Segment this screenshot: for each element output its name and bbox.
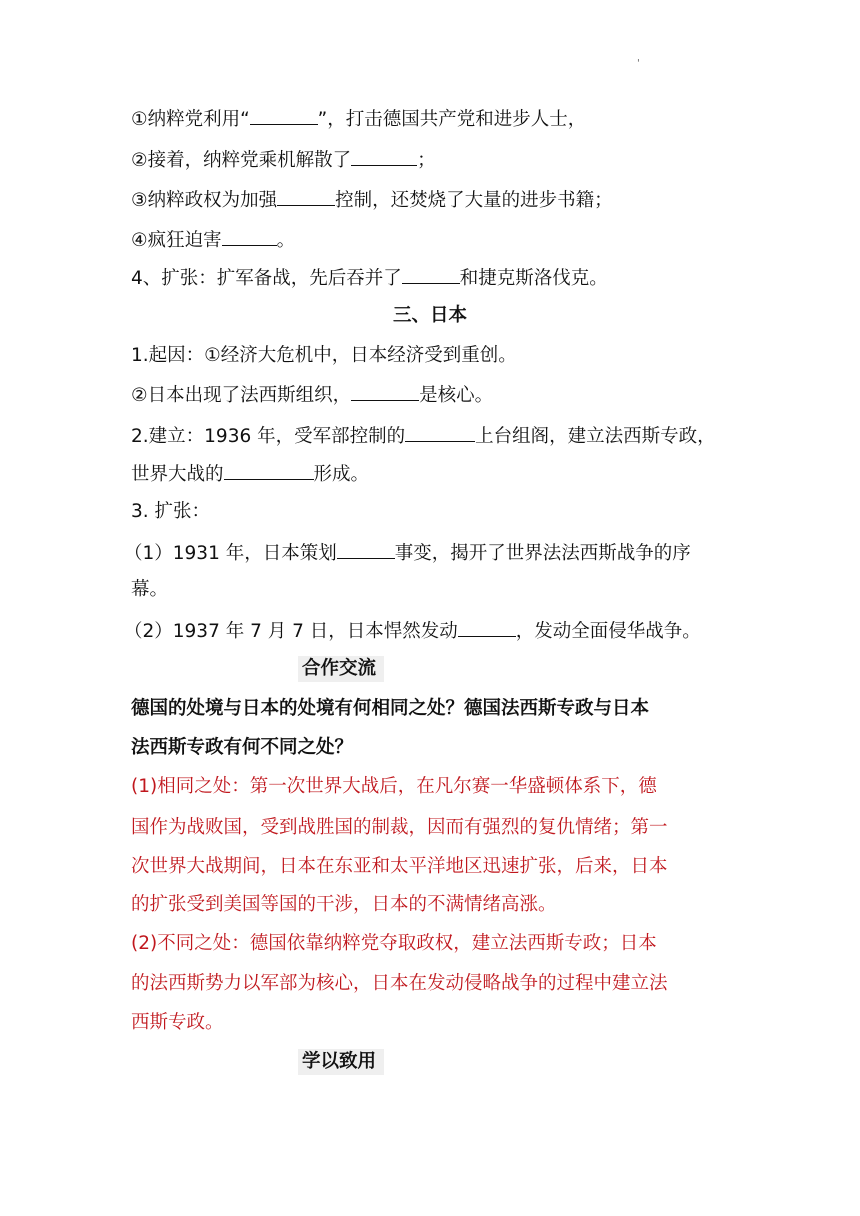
text-line bbox=[131, 227, 731, 253]
answer-line: 的法西斯势力以军部为核心，日本在发动侵略战争的过程中建立法 bbox=[131, 973, 668, 994]
text-segment: 世界大战的 bbox=[131, 464, 224, 485]
text-line bbox=[131, 106, 731, 132]
text-segment: ①纳粹党利用“ bbox=[131, 109, 250, 130]
text-segment: 形成。 bbox=[313, 464, 370, 485]
text-line bbox=[131, 147, 731, 173]
text-segment: （2）1937 年 7 月 7 日，日本悍然发动 bbox=[124, 621, 458, 642]
fill-blank bbox=[351, 382, 419, 401]
answer-line: (1)相同之处：第一次世界大战后，在凡尔赛一华盛顿体系下，德 bbox=[131, 776, 657, 797]
answer-line: (2)不同之处：德国依靠纳粹党夺取政权，建立法西斯专政；日本 bbox=[131, 933, 657, 954]
cooperation-heading: 合作交流 bbox=[298, 656, 384, 682]
page-mark: ' bbox=[637, 58, 640, 69]
text-segment: ”，打击德国共产党和进步人士， bbox=[317, 109, 587, 130]
text-segment: ②接着，纳粹党乘机解散了 bbox=[131, 150, 352, 171]
text-line: 1.起因：①经济大危机中，日本经济受到重创。 bbox=[131, 345, 517, 366]
answer-line: 次世界大战期间，日本在东亚和太平洋地区迅速扩张，后来，日本 bbox=[131, 856, 668, 877]
answer-line: 的扩张受到美国等国的干涉，日本的不满情绪高涨。 bbox=[131, 894, 557, 915]
text-line bbox=[124, 540, 724, 566]
fill-blank bbox=[337, 540, 395, 559]
fill-blank bbox=[224, 461, 314, 480]
fill-blank bbox=[405, 423, 475, 442]
text-segment: 2.建立：1936 年，受军部控制的 bbox=[131, 426, 406, 447]
text-segment: 事变，揭开了世界法法西斯战争的序 bbox=[394, 543, 691, 564]
text-line bbox=[131, 423, 731, 449]
practice-heading: 学以致用 bbox=[298, 1049, 384, 1075]
text-segment: （1）1931 年，日本策划 bbox=[124, 543, 337, 564]
text-line bbox=[131, 265, 731, 291]
text-segment: ，发动全面侵华战争。 bbox=[515, 621, 701, 642]
text-line bbox=[131, 187, 731, 213]
section-heading: 三、日本 bbox=[392, 305, 467, 326]
fill-blank bbox=[402, 265, 460, 284]
fill-blank bbox=[351, 147, 417, 166]
answer-line: 西斯专政。 bbox=[131, 1012, 224, 1033]
fill-blank bbox=[222, 227, 277, 246]
text-segment: 是核心。 bbox=[419, 385, 494, 406]
text-segment: 上台组阁，建立法西斯专政， bbox=[475, 426, 716, 447]
text-segment: ； bbox=[417, 150, 436, 171]
text-line bbox=[131, 382, 731, 408]
fill-blank bbox=[250, 106, 318, 125]
text-segment: ③纳粹政权为加强 bbox=[131, 190, 278, 211]
text-segment: 和捷克斯洛伐克。 bbox=[459, 268, 608, 289]
text-segment: ②日本出现了法西斯组织， bbox=[131, 385, 352, 406]
text-line: 幕。 bbox=[131, 579, 169, 600]
text-segment: 控制，还焚烧了大量的进步书籍； bbox=[335, 190, 613, 211]
fill-blank bbox=[277, 187, 335, 206]
fill-blank bbox=[458, 618, 516, 637]
text-line bbox=[124, 618, 724, 644]
text-segment: 。 bbox=[276, 230, 296, 251]
text-segment: 4、扩张：扩军备战，先后吞并了 bbox=[131, 268, 402, 289]
text-line: 3. 扩张： bbox=[131, 501, 211, 522]
answer-line: 国作为战败国，受到战胜国的制裁，因而有强烈的复仇情绪；第一 bbox=[131, 817, 668, 838]
question-line: 法西斯专政有何不同之处？ bbox=[131, 737, 354, 758]
question-line: 德国的处境与日本的处境有何相同之处？德国法西斯专政与日本 bbox=[131, 698, 650, 719]
text-line bbox=[131, 461, 731, 487]
text-segment: ④疯狂迫害 bbox=[131, 230, 222, 251]
